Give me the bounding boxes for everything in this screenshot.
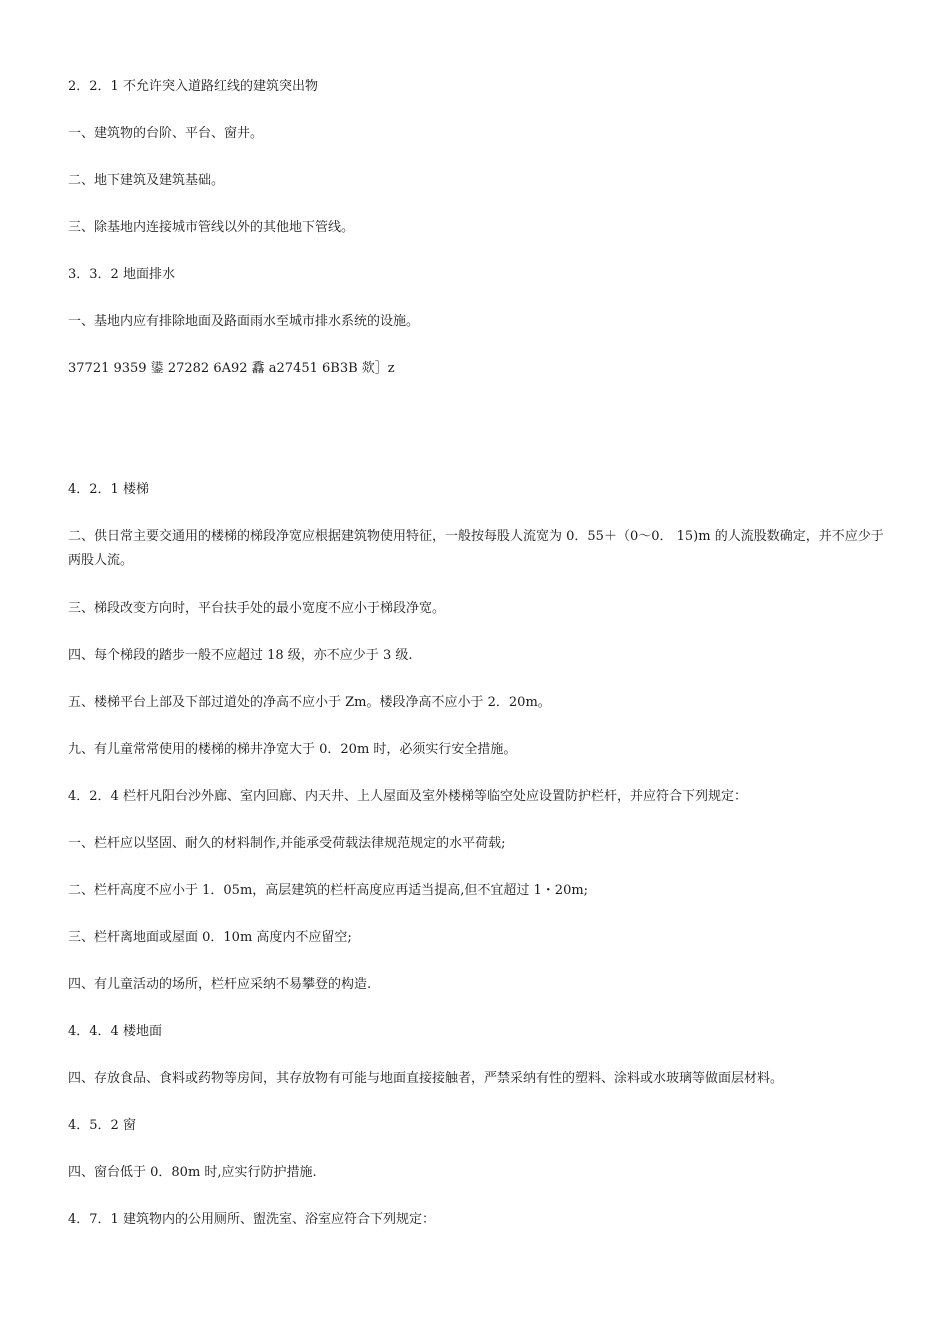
section-heading-4-4-4: 4．4．4 楼地面 (68, 1024, 162, 1039)
list-item: 四、有儿童活动的场所，栏杆应采纳不易攀登的构造. (68, 977, 372, 992)
section-heading-2-2-1: 2．2．1 不允许突入道路红线的建筑突出物 (68, 79, 318, 94)
list-item: 三、梯段改变方向时，平台扶手处的最小宽度不应小于梯段净宽。 (68, 601, 446, 616)
section-heading-4-5-2: 4．5．2 窗 (68, 1118, 136, 1133)
section-heading-4-7-1: 4．7．1 建筑物内的公用厕所、盥洗室、浴室应符合下列规定： (68, 1212, 435, 1227)
list-item: 四、窗台低于 0．80m 时,应实行防护措施. (68, 1165, 317, 1180)
list-item: 二、供日常主要交通用的楼梯的梯段净宽应根据建筑物使用特征，一般按每股人流宽为 0．55＋（0～0． 15)m 的人流股数确定，并不应少于两股人流。 (68, 529, 884, 568)
list-item: 四、存放食品、食料或药物等房间，其存放物有可能与地面直接接触者，严禁采纳有性的塑料、涂料或水玻璃等做面层材料。 (68, 1071, 784, 1086)
section-heading-3-3-2: 3．3．2 地面排水 (68, 267, 175, 282)
list-item: 一、基地内应有排除地面及路面雨水至城市排水系统的设施。 (68, 314, 420, 329)
list-item: 五、楼梯平台上部及下部过道处的净高不应小于 Zm。楼段净高不应小于 2．20m。 (68, 695, 551, 710)
section-heading-4-2-1: 4．2．1 楼梯 (68, 482, 149, 497)
list-item: 二、栏杆高度不应小于 1．05m，高层建筑的栏杆高度应再适当提高,但不宜超过 1・20m; (68, 883, 589, 898)
list-item: 三、除基地内连接城市管线以外的其他地下管线。 (68, 220, 355, 235)
list-item: 三、栏杆离地面或屋面 0．10m 高度内不应留空; (68, 930, 352, 945)
list-item: 一、建筑物的台阶、平台、窗井。 (68, 126, 264, 141)
list-item: 一、栏杆应以坚固、耐久的材料制作,并能承受荷载法律规范规定的水平荷载; (68, 836, 506, 851)
list-item: 四、每个梯段的踏步一般不应超过 18 级，亦不应少于 3 级. (68, 648, 413, 663)
garbled-text-line: 37721 9359 鍙 27282 6A92 馫 a27451 6B3B 欻］z (68, 361, 395, 376)
list-item: 九、有儿童常常使用的楼梯的梯井净宽大于 0．20m 时，必须实行安全措施。 (68, 742, 517, 757)
list-item: 二、地下建筑及建筑基础。 (68, 173, 225, 188)
section-heading-4-2-4: 4．2．4 栏杆凡阳台沙外廊、室内回廊、内天井、上人屋面及室外楼梯等临空处应设置防护栏杆，并应符合下列规定： (68, 789, 747, 804)
